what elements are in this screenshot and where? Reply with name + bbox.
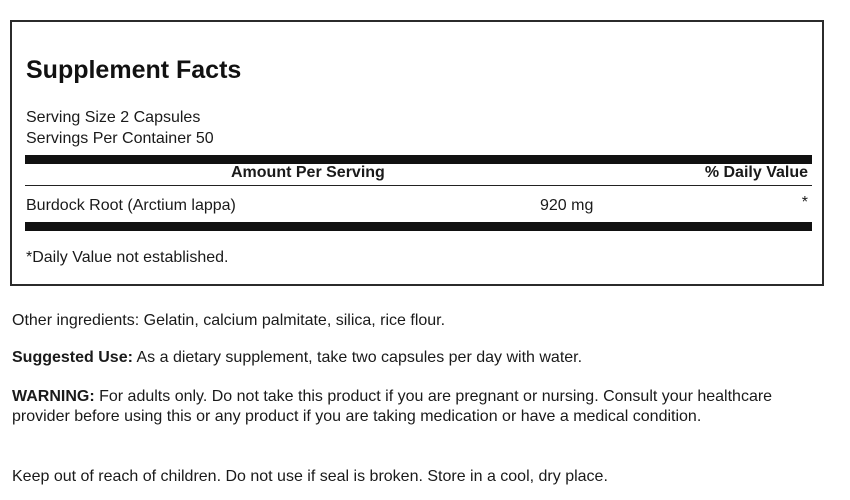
suggested-use-label: Suggested Use: [12,349,133,366]
warning [12,387,832,427]
other-ingredients: Other ingredients: Gelatin, calcium palmitate, silica, rice flour. [12,312,446,329]
header-amount-per-serving: Amount Per Serving [231,164,385,181]
ingredient-daily-value: * [801,194,808,211]
thin-divider [25,185,812,186]
ingredient-name: Burdock Root (Arctium lappa) [26,197,236,214]
suggested-use-text: As a dietary supplement, take two capsules per day with water. [132,349,583,366]
ingredient-amount: 920 mg [540,197,594,214]
suggested-use [12,348,832,368]
header-daily-value: % Daily Value [704,164,808,181]
warning-text: For adults only. Do not take this product if you are pregnant or nursing. Consult your healthcare provider before using this or any product if you are taking medication or have a medical condition. [12,388,773,425]
serving-size: Serving Size 2 Capsules [26,109,201,126]
warning-label: WARNING: [12,388,95,405]
storage-note: Keep out of reach of children. Do not use if seal is broken. Store in a cool, dry place. [12,468,608,485]
thick-divider-top [25,155,812,164]
thick-divider-bottom [25,222,812,231]
daily-value-footnote: *Daily Value not established. [26,249,229,266]
panel-title: Supplement Facts [26,56,242,84]
supplement-facts-panel [10,20,824,286]
servings-per-container: Servings Per Container 50 [26,130,214,147]
